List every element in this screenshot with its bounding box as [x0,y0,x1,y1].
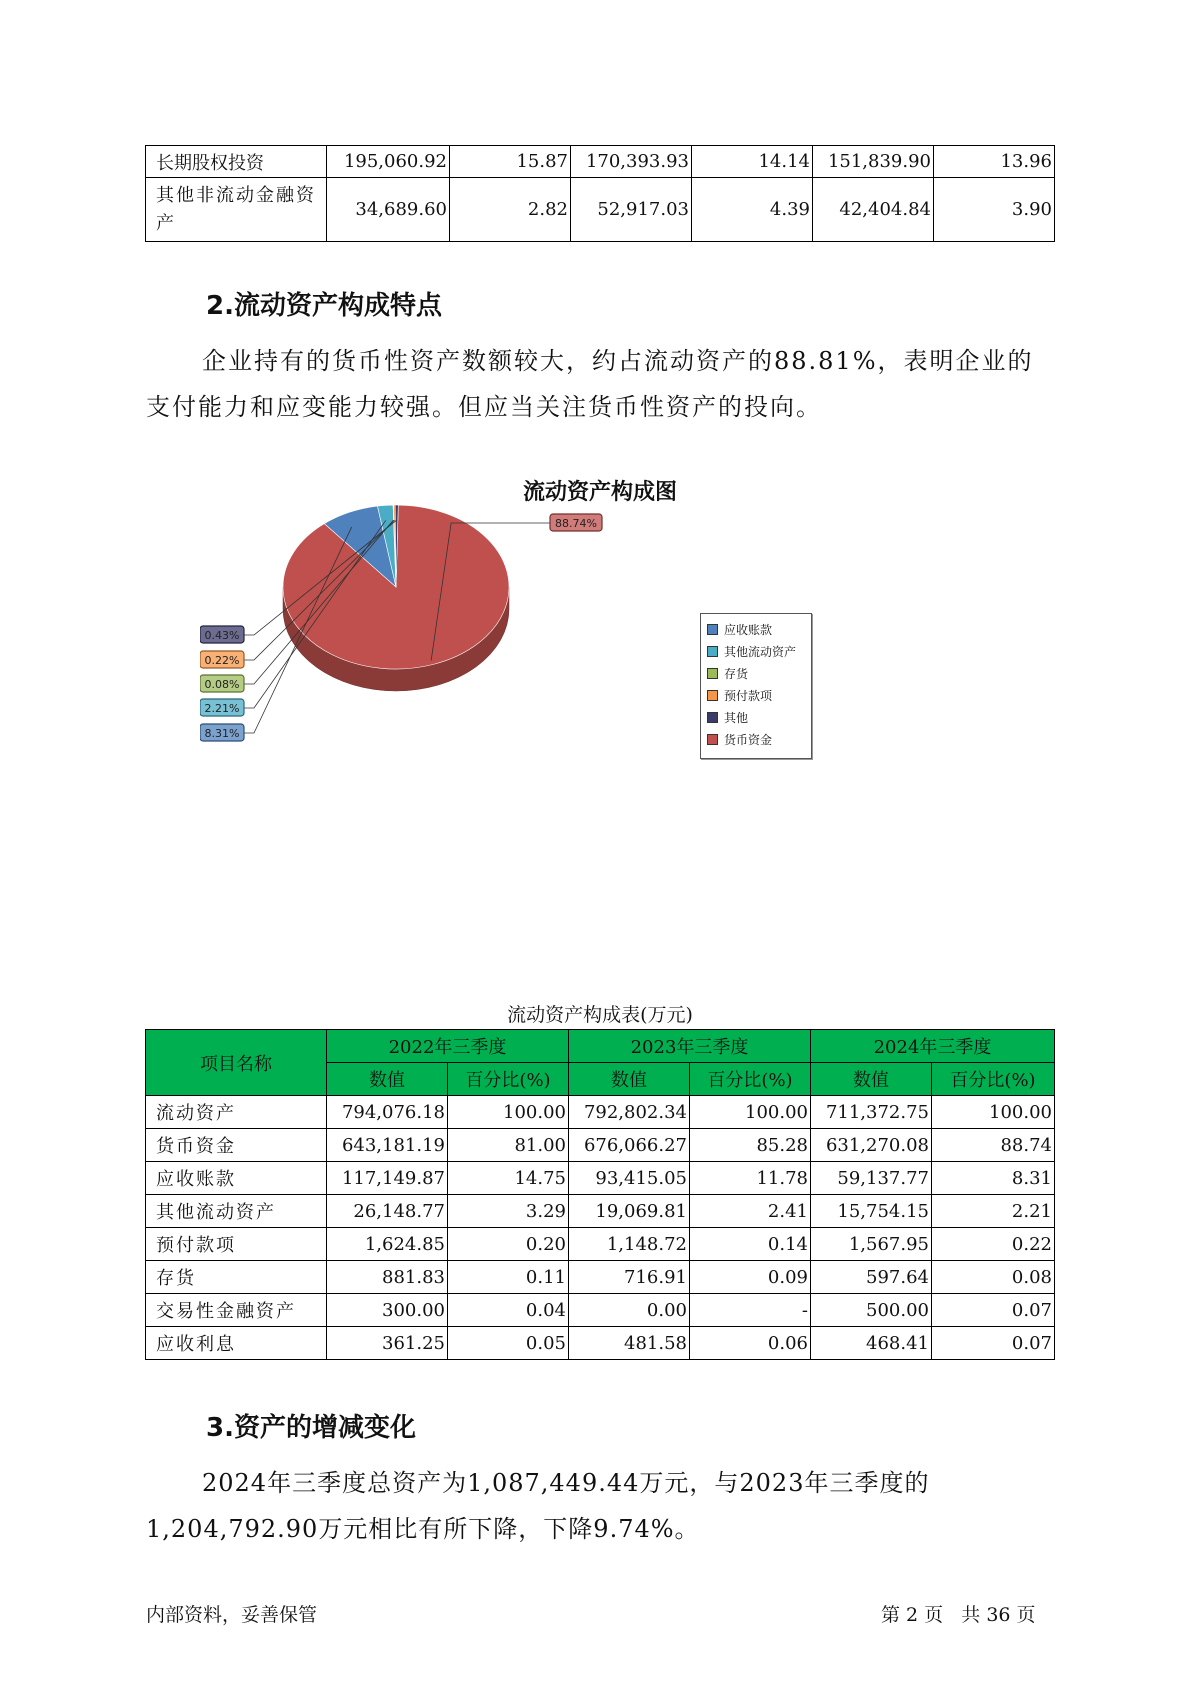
header-item: 项目名称 [146,1030,327,1096]
row-name: 其他非流动金融资产 [146,178,327,242]
cell-value: 93,415.05 [569,1162,690,1195]
legend-swatch [707,712,718,723]
row-name: 存货 [146,1261,327,1294]
data-label: 8.31% [204,727,240,740]
legend-item [707,662,805,684]
cell-value: 34,689.60 [327,178,450,242]
cell-value: 170,393.93 [571,146,692,178]
cell-value: 26,148.77 [327,1195,448,1228]
cell-value: 631,270.08 [811,1129,932,1162]
cell-value: 500.00 [811,1294,932,1327]
cell-value: 792,802.34 [569,1096,690,1129]
cell-percent: 0.06 [690,1327,811,1360]
header-percent: 百分比(%) [690,1063,811,1096]
section-paragraph-line1: 2024年三季度总资产为1,087,449.44万元，与2023年三季度的 [202,1469,930,1497]
chart-legend [700,613,812,759]
pie-svg [200,465,1080,825]
row-name: 货币资金 [146,1129,327,1162]
footer-page-number: 第 2 页 共 36 页 [881,1604,1036,1626]
cell-percent: 3.29 [448,1195,569,1228]
section-paragraph: 企业持有的货币性资产数额较大，约占流动资产的88.81%，表明企业的支付能力和应变能力较强。但应当关注货币性资产的投向。 [146,347,1034,421]
row-name: 应收账款 [146,1162,327,1195]
cell-value: 0.00 [569,1294,690,1327]
cell-value: 481.58 [569,1327,690,1360]
header-2022: 2022年三季度 [327,1030,569,1063]
cell-value: 711,372.75 [811,1096,932,1129]
section-heading: 2.流动资产构成特点 [206,291,442,321]
cell-percent: 0.14 [690,1228,811,1261]
legend-label: 货币资金 [724,732,773,747]
header-value: 数值 [327,1063,448,1096]
cell-value: 643,181.19 [327,1129,448,1162]
cell-percent: 13.96 [934,146,1055,178]
table-row [146,146,1055,178]
table-row [146,1261,1055,1294]
legend-swatch [707,646,718,657]
cell-value: 52,917.03 [571,178,692,242]
row-name: 流动资产 [146,1096,327,1129]
cell-value: 59,137.77 [811,1162,932,1195]
table-row [146,1129,1055,1162]
cell-percent: 0.08 [932,1261,1055,1294]
legend-item [707,706,805,728]
header-2023: 2023年三季度 [569,1030,811,1063]
data-label: 0.08% [204,678,240,691]
legend-item [707,728,805,750]
cell-value: 42,404.84 [813,178,934,242]
legend-label: 预付款项 [724,688,773,703]
cell-value: 1,148.72 [569,1228,690,1261]
table-row [146,1096,1055,1129]
cell-percent: 2.41 [690,1195,811,1228]
cell-value: 881.83 [327,1261,448,1294]
cell-percent: 100.00 [690,1096,811,1129]
legend-swatch [707,668,718,679]
cell-percent: 0.09 [690,1261,811,1294]
cell-value: 1,624.85 [327,1228,448,1261]
legend-label: 其他流动资产 [724,644,797,659]
cell-percent: 8.31 [932,1162,1055,1195]
legend-label: 其他 [724,710,749,725]
cell-value: 117,149.87 [327,1162,448,1195]
header-value: 数值 [811,1063,932,1096]
cell-percent: 0.07 [932,1327,1055,1360]
legend-item [707,684,805,706]
cell-value: 794,076.18 [327,1096,448,1129]
cell-percent: 100.00 [448,1096,569,1129]
cell-percent: 2.82 [450,178,571,242]
cell-value: 195,060.92 [327,146,450,178]
legend-label: 存货 [724,666,749,681]
current-asset-table [145,1029,1055,1360]
cell-percent: 0.20 [448,1228,569,1261]
table-row [146,1195,1055,1228]
row-name: 其他流动资产 [146,1195,327,1228]
data-label: 0.43% [204,629,240,642]
cell-value: 597.64 [811,1261,932,1294]
cell-value: 468.41 [811,1327,932,1360]
pie-chart [200,465,1080,825]
cell-percent: 0.07 [932,1294,1055,1327]
header-value: 数值 [569,1063,690,1096]
cell-value: 19,069.81 [569,1195,690,1228]
row-name: 预付款项 [146,1228,327,1261]
legend-swatch [707,624,718,635]
chart-title: 流动资产构成图 [522,480,677,505]
legend-label: 应收账款 [724,622,773,637]
data-label: 88.74% [555,517,597,530]
cell-percent: 0.04 [448,1294,569,1327]
cell-percent: 0.22 [932,1228,1055,1261]
table-caption: 流动资产构成表(万元) [507,1004,693,1026]
cell-percent: 11.78 [690,1162,811,1195]
noncurrent-asset-table [145,145,1055,242]
cell-percent: 3.90 [934,178,1055,242]
cell-value: 676,066.27 [569,1129,690,1162]
cell-value: 151,839.90 [813,146,934,178]
cell-percent: 0.11 [448,1261,569,1294]
cell-percent: 85.28 [690,1129,811,1162]
table-row [146,1162,1055,1195]
table-row [146,1294,1055,1327]
table-row [146,1228,1055,1261]
header-percent: 百分比(%) [448,1063,569,1096]
cell-percent: 81.00 [448,1129,569,1162]
section-paragraph-line2: 1,204,792.90万元相比有所下降，下降9.74%。 [146,1515,700,1543]
cell-value: 1,567.95 [811,1228,932,1261]
cell-percent: 15.87 [450,146,571,178]
header-percent: 百分比(%) [932,1063,1055,1096]
data-label: 2.21% [204,702,240,715]
cell-value: 15,754.15 [811,1195,932,1228]
cell-percent: 14.14 [692,146,813,178]
cell-percent: 4.39 [692,178,813,242]
section-heading: 3.资产的增减变化 [206,1413,416,1443]
row-name: 长期股权投资 [146,146,327,178]
legend-item [707,618,805,640]
legend-swatch [707,690,718,701]
cell-percent: 100.00 [932,1096,1055,1129]
footer-left: 内部资料，妥善保管 [146,1604,318,1626]
cell-value: 716.91 [569,1261,690,1294]
table-row [146,1327,1055,1360]
header-2024: 2024年三季度 [811,1030,1055,1063]
cell-percent: 88.74 [932,1129,1055,1162]
cell-value: 361.25 [327,1327,448,1360]
legend-item [707,640,805,662]
table-row [146,178,1055,242]
cell-percent: - [690,1294,811,1327]
cell-value: 300.00 [327,1294,448,1327]
cell-percent: 0.05 [448,1327,569,1360]
row-name: 交易性金融资产 [146,1294,327,1327]
data-label: 0.22% [204,654,240,667]
legend-swatch [707,734,718,745]
row-name: 应收利息 [146,1327,327,1360]
cell-percent: 2.21 [932,1195,1055,1228]
cell-percent: 14.75 [448,1162,569,1195]
